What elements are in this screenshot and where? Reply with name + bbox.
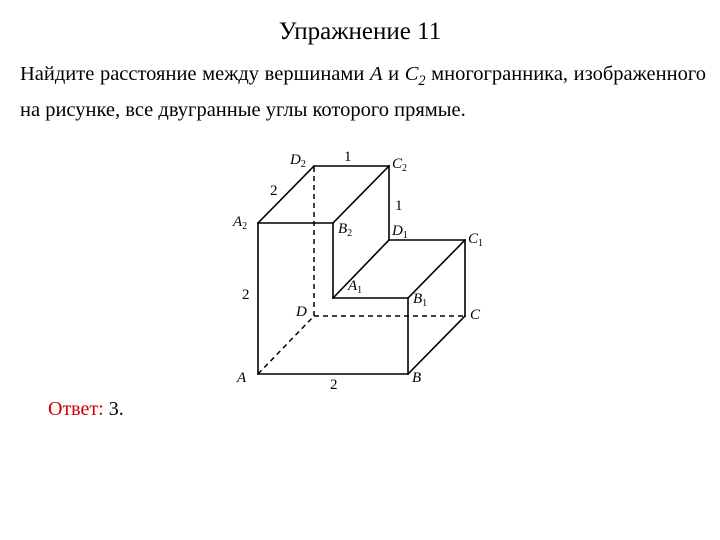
edge-b1-c1 — [408, 240, 465, 298]
vertex-a-ref: A — [369, 63, 383, 85]
vertex-label-a: A — [237, 370, 247, 386]
dimension-slant-top: 2 — [270, 183, 278, 199]
vertex-label-c: C — [470, 307, 481, 323]
vertex-label-a1: $A_1$ — [348, 278, 363, 296]
dimension-vertical-right: 1 — [395, 198, 403, 214]
vertex-label-c1: $C_1$ — [468, 231, 484, 249]
vertex-label-b: B — [412, 370, 422, 386]
problem-text-1: Найдите расстояние между вершинами — [20, 63, 370, 85]
vertex-label-b2: $B_2$ — [338, 221, 353, 239]
vertex-label-a2: $A_2$ — [233, 214, 248, 232]
dimension-top-edge: 1 — [344, 149, 352, 165]
vertex-label-d: D — [296, 304, 307, 320]
vertex-label-b1: $B_1$ — [413, 291, 428, 309]
hidden-edge-a-d — [258, 316, 314, 374]
edge-b-c — [408, 316, 465, 374]
dimension-vertical-left: 2 — [242, 287, 250, 303]
edge-a2-d2 — [258, 166, 314, 223]
answer-label: Ответ: — [48, 398, 104, 420]
vertex-c2-letter: C — [404, 63, 419, 85]
problem-text-2: и — [382, 63, 405, 85]
answer-value: 3. — [108, 398, 124, 420]
vertex-label-d1: $D_1$ — [392, 223, 408, 241]
vertex-label-c2: $C_2$ — [392, 156, 408, 174]
problem-text-3: многогранника, изображенного на рисунке, все двугранные углы которого прямые. — [20, 63, 706, 122]
answer-line — [48, 398, 124, 421]
vertex-label-d2: $D_2$ — [290, 152, 306, 170]
vertex-c2-sub: 2 — [418, 73, 426, 90]
dimension-bottom-edge: 2 — [330, 377, 338, 393]
edge-b2-c2 — [333, 166, 389, 223]
exercise-title: Упражнение 11 — [278, 18, 442, 45]
